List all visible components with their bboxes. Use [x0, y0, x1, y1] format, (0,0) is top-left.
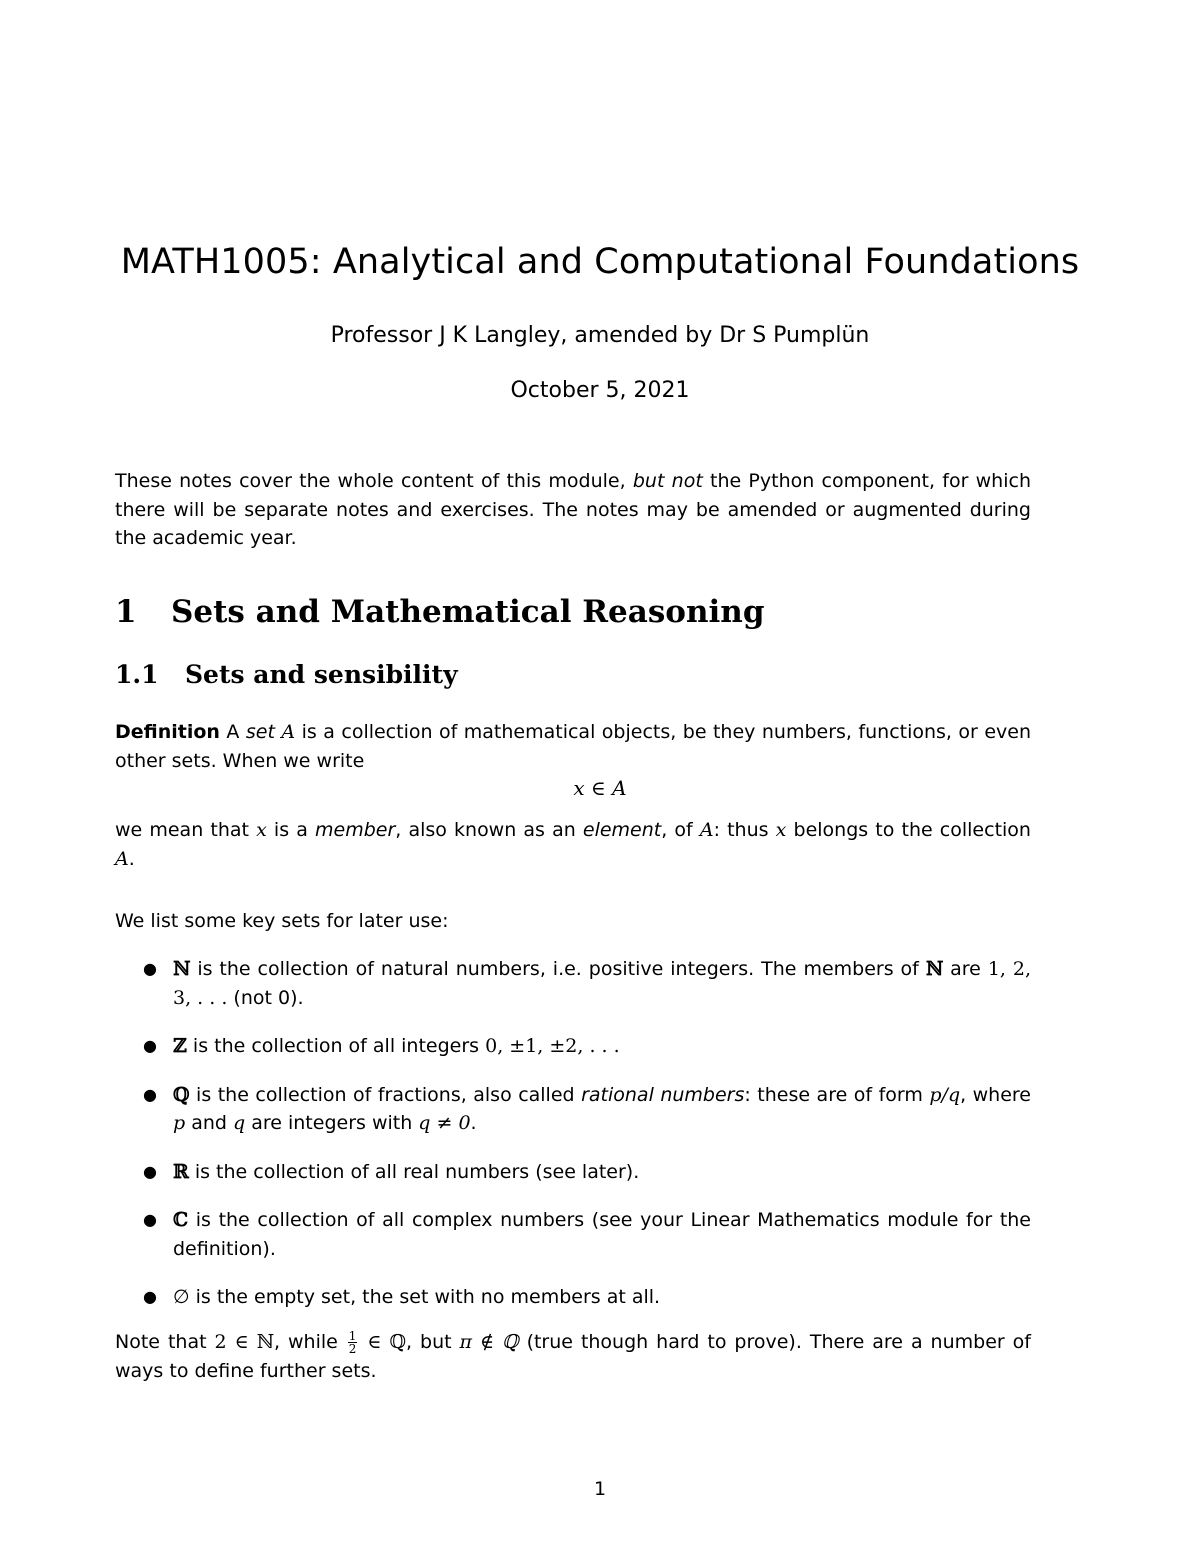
fraction-one-half: [348, 1330, 358, 1355]
document-authors: Professor J K Langley, amended by Dr S Pumplün: [330, 323, 870, 348]
list-item-text: is the collection of all integers: [186, 1035, 486, 1057]
list-item: [115, 1283, 1031, 1312]
section-heading: [115, 594, 765, 630]
page-number: 1: [593, 1478, 607, 1500]
list-item: [115, 955, 1031, 1012]
list-item-text: (not 0).: [227, 986, 304, 1009]
math-sequence: 0, ±1, ±2, . . .: [485, 1035, 620, 1057]
list-item-text: is the collection of all complex numbers (see your Linear Mathematics module for the definition).: [173, 1209, 1031, 1260]
note-text: Note that: [115, 1331, 215, 1353]
set-symbol-naturals: ℕ: [173, 958, 191, 980]
set-symbol-integers: ℤ: [173, 1035, 187, 1057]
set-term: set: [245, 721, 275, 743]
list-item-text: is the empty set, the set with no members at all.: [189, 1286, 661, 1308]
list-item-text: : these are of form: [744, 1083, 930, 1106]
list-item-text: , where: [960, 1083, 1031, 1106]
list-item: [115, 1158, 1031, 1187]
math-var-x: x: [775, 819, 787, 841]
list-item-text: are integers with: [245, 1112, 419, 1134]
note-text: , but: [406, 1331, 460, 1353]
math-var-x: x: [256, 819, 267, 841]
bullet-icon: ●: [143, 1287, 157, 1306]
subsection-heading: [115, 660, 458, 689]
membership-text: is a: [266, 819, 315, 841]
bullet-icon: ●: [143, 959, 157, 978]
membership-text: : thus: [713, 819, 776, 841]
list-item-text: .: [470, 1112, 477, 1134]
note-text: (true though hard to prove). There are a number of ways to define further sets.: [115, 1331, 1031, 1382]
math-sequence: 1, 2, 3, . . .: [173, 958, 1032, 1009]
membership-text: .: [128, 847, 135, 870]
list-item: [115, 1081, 1031, 1138]
document-date: October 5, 2021: [510, 378, 690, 403]
membership-text: , of: [661, 819, 700, 841]
math-expression: π ∉ ℚ: [459, 1331, 519, 1353]
fraction-denominator: 2: [348, 1342, 357, 1356]
definition-text: A: [219, 721, 246, 743]
membership-text: we mean that: [115, 819, 257, 841]
list-item: [115, 1032, 1031, 1061]
math-var-A: A: [281, 721, 296, 743]
list-intro: We list some key sets for later use:: [115, 910, 449, 932]
note-paragraph: [115, 1328, 1031, 1385]
display-equation: x ∈ A: [573, 776, 627, 800]
math-var-q: q: [233, 1112, 246, 1134]
math-expression: ∈ ℚ: [359, 1331, 406, 1353]
intro-emphasis: but not: [632, 470, 703, 492]
math-var-p: p: [173, 1112, 186, 1134]
bullet-icon: ●: [143, 1084, 157, 1104]
math-expression: 2 ∈ ℕ: [214, 1331, 274, 1353]
list-item-text: and: [185, 1112, 233, 1134]
bullet-icon: ●: [143, 1036, 157, 1055]
list-item-text: are: [943, 958, 988, 980]
subsection-title: Sets and sensibility: [185, 660, 458, 689]
membership-text: belongs to the collection: [786, 819, 1031, 841]
list-item-text: is the collection of natural numbers, i.e. positive integers. The members of: [190, 958, 926, 980]
math-expression: p/q: [929, 1083, 961, 1106]
set-symbol-complex: ℂ: [173, 1209, 189, 1231]
empty-set-symbol: ∅: [173, 1286, 190, 1308]
intro-paragraph: [115, 467, 1031, 553]
subsection-number: 1.1: [115, 660, 159, 689]
membership-paragraph: [115, 816, 1031, 873]
bullet-icon: ●: [143, 1210, 157, 1229]
note-text: , while: [273, 1331, 346, 1353]
definition-label: Definition: [115, 721, 220, 743]
math-var-A: A: [699, 819, 714, 841]
definition-paragraph: [115, 718, 1031, 775]
member-term: member: [315, 819, 396, 841]
definition-text: is a collection of mathematical objects, be they numbers, functions, or even other sets. When we write: [115, 721, 1032, 772]
section-title: Sets and Mathematical Reasoning: [171, 594, 765, 630]
fraction-numerator: 1: [348, 1329, 357, 1343]
element-term: element: [582, 819, 662, 841]
intro-text-1: These notes cover the whole content of this module,: [115, 470, 633, 492]
list-item: [115, 1206, 1031, 1263]
math-var-A: A: [115, 847, 129, 870]
membership-text: , also known as an: [395, 819, 583, 841]
document-title: MATH1005: Analytical and Computational Foundations: [120, 242, 1080, 282]
rational-numbers-term: rational numbers: [581, 1083, 745, 1106]
math-expression: q ≠ 0: [418, 1112, 471, 1134]
bullet-icon: ●: [143, 1161, 157, 1181]
key-sets-list: [115, 955, 1031, 1312]
set-symbol-rationals: ℚ: [173, 1083, 190, 1106]
set-symbol-reals: ℝ: [173, 1160, 189, 1183]
list-item-text: is the collection of all real numbers (see later).: [188, 1160, 640, 1183]
intro-text-2: the Python component, for which there will be separate notes and exercises. The notes may be amended or augmented during the academic year.: [115, 470, 1031, 549]
set-symbol-naturals: ℕ: [925, 958, 944, 980]
section-number: 1: [115, 594, 137, 630]
list-item-text: is the collection of fractions, also called: [189, 1083, 582, 1106]
